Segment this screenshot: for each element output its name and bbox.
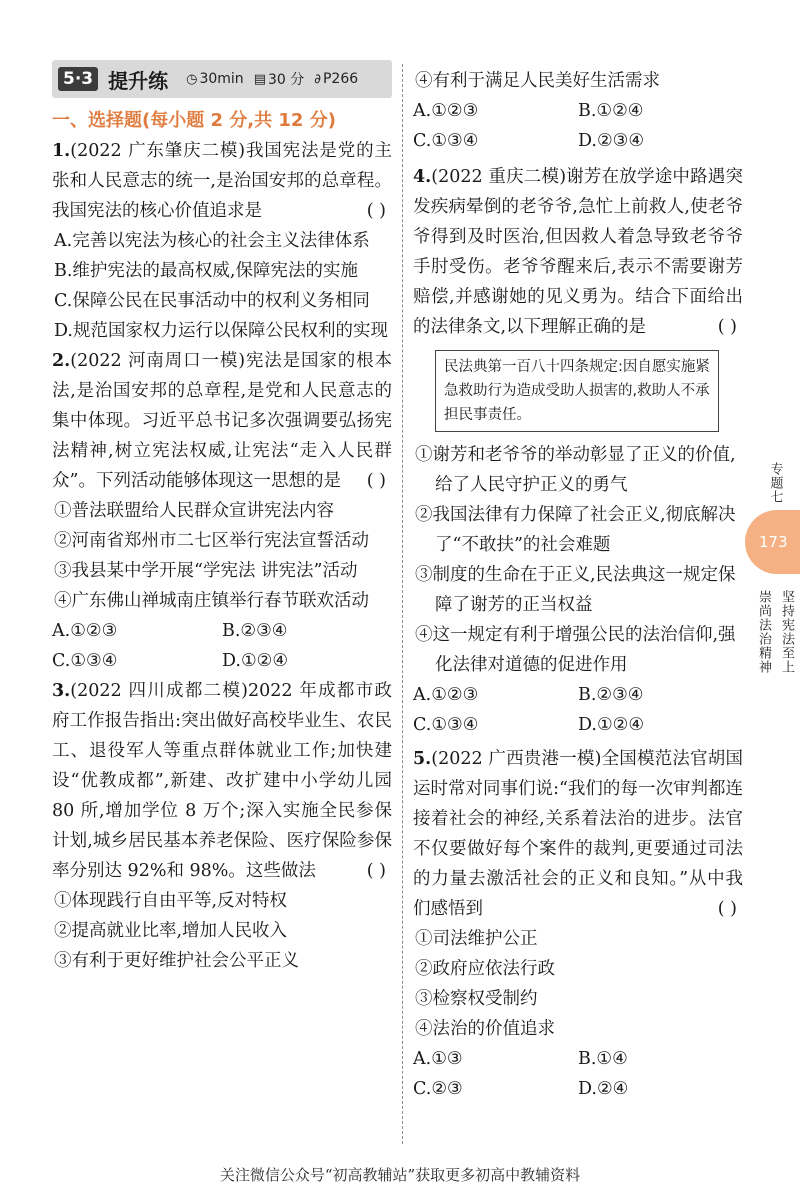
- statement-4: ④法治的价值追求: [415, 1019, 555, 1039]
- section-title: 一、选择题(每小题 2 分,共 12 分): [52, 110, 336, 131]
- choice-c: C.①③④: [413, 715, 479, 735]
- stem-text: (2022 四川成都二模)2022 年成都市政府工作报告指出:突出做好高校毕业生、农民工、退役军人等重点群体就业工作;加快建设“优教成都”,新建、改扩建中小学幼儿园 80 所,增加学位 8 万个;深入实施全民参保计划,城乡居民基本养老保险、医疗保险参保率分别达 92%和 98%。这些做法: [52, 681, 392, 881]
- question-stem: [413, 162, 743, 342]
- choice-c: C.①③④: [52, 651, 118, 671]
- choice-d: D.①②④: [578, 715, 645, 735]
- time-meta: [186, 71, 244, 87]
- choice-d: D.②④: [578, 1079, 629, 1099]
- score-meta: [254, 69, 305, 89]
- time-value: 30min: [199, 71, 244, 87]
- law-quote-box: 民法典第一百八十四条规定:因自愿实施紧急救助行为造成受助人损害的,救助人不承担民事责任。: [435, 350, 719, 432]
- answer-bracket: ( ): [366, 471, 386, 491]
- choice-d: D.①②④: [222, 651, 289, 671]
- statement-2: ②政府应依法行政: [415, 959, 555, 979]
- option-c: C.保障公民在民事活动中的权利义务相同: [54, 291, 370, 311]
- statement-1: ①普法联盟给人民群众宣讲宪法内容: [54, 501, 334, 521]
- question-3-continued: [413, 66, 743, 156]
- statement-3: ③我县某中学开展“学宪法 讲宪法”活动: [54, 561, 358, 581]
- statement-2: ②提高就业比率,增加人民收入: [54, 921, 288, 941]
- choice-row: [413, 126, 743, 156]
- statement-3: ③检察权受制约: [415, 989, 538, 1009]
- page-ref: P266: [322, 71, 359, 87]
- choice-b: B.②③④: [578, 685, 644, 705]
- question-number: 5.: [413, 749, 432, 769]
- badge-53: 5·3: [58, 67, 98, 91]
- answer-bracket: ( ): [366, 201, 386, 221]
- question-stem: [413, 744, 743, 924]
- choice-row: [413, 96, 743, 126]
- right-column: [413, 66, 743, 1104]
- choice-d: D.②③④: [578, 131, 645, 151]
- choice-c: C.②③: [413, 1079, 463, 1099]
- choice-a: A.①②③: [52, 621, 118, 641]
- stem-text: (2022 广东肇庆二模)我国宪法是党的主张和人民意志的统一,是治国安邦的总章程。我国宪法的核心价值追求是: [52, 141, 392, 221]
- clock-icon: ◷: [186, 71, 198, 87]
- option-b: B.维护宪法的最高权威,保障宪法的实施: [54, 261, 358, 281]
- choice-b: B.①②④: [578, 101, 644, 121]
- answer-bracket: ( ): [366, 861, 386, 881]
- question-1: [52, 136, 392, 346]
- link-icon: ∂: [314, 71, 321, 87]
- side-subtitles: [758, 590, 792, 674]
- choice-a: A.①②③: [413, 101, 479, 121]
- answer-bracket: ( ): [717, 317, 737, 337]
- question-stem: [52, 346, 392, 496]
- ref-meta: [314, 71, 358, 87]
- question-number: 3.: [52, 681, 71, 701]
- question-3: [52, 676, 392, 976]
- answer-bracket: ( ): [717, 899, 737, 919]
- question-2: [52, 346, 392, 676]
- question-stem: [52, 676, 392, 886]
- stem-text: (2022 广西贵港一模)全国模范法官胡国运时常对同事们说:“我们的每一次审判都连接着社会的神经,关系着法治的进步。法官不仅要做好每个案件的裁判,更要通过司法的力量去激活社会的正义和良知。”从中我们感悟到: [413, 749, 743, 919]
- statement-2: ②河南省郑州市二七区举行宪法宣誓活动: [54, 531, 369, 551]
- stem-text: (2022 重庆二模)谢芳在放学途中路遇突发疾病晕倒的老爷爷,急忙上前救人,使老爷爷得到及时医治,但因救人着急导致老爷爷手肘受伤。老爷爷醒来后,表示不需要谢芳赔偿,并感谢她的见义勇为。结合下面给出的法律条文,以下理解正确的是: [413, 167, 743, 337]
- question-number: 4.: [413, 167, 432, 187]
- statement-1: ①谢芳和老爷爷的举动彰显了正义的价值,给了人民守护正义的勇气: [415, 445, 736, 495]
- score-icon: ▤: [253, 71, 266, 87]
- choice-c: C.①③④: [413, 131, 479, 151]
- statement-3: ③制度的生命在于正义,民法典这一规定保障了谢芳的正当权益: [415, 565, 736, 615]
- choice-a: A.①③: [413, 1049, 463, 1069]
- choice-row: [413, 680, 743, 710]
- statement-3: ③有利于更好维护社会公平正义: [54, 951, 299, 971]
- choice-row: [52, 646, 392, 676]
- choice-row: [413, 1044, 743, 1074]
- question-number: 2.: [52, 351, 71, 371]
- left-column: [52, 60, 392, 976]
- footer-note: 关注微信公众号“初高教辅站”获取更多初高中教辅资料: [219, 1166, 581, 1184]
- side-tab: [758, 462, 792, 508]
- choice-row: [52, 616, 392, 646]
- question-5: [413, 744, 743, 1104]
- exercise-title: 提升练: [108, 68, 169, 93]
- question-number: 1.: [52, 141, 71, 161]
- statement-1: ①司法维护公正: [415, 929, 538, 949]
- choice-b: B.①④: [578, 1049, 628, 1069]
- question-stem: [52, 136, 392, 226]
- stem-text: (2022 河南周口一模)宪法是国家的根本法,是治国安邦的总章程,是党和人民意志的集中体现。习近平总书记多次强调要弘扬宪法精神,树立宪法权威,让宪法“走入人民群众”。下列活动能够体现这一思想的是: [52, 351, 392, 491]
- choice-b: B.②③④: [222, 621, 288, 641]
- option-a: A.完善以宪法为核心的社会主义法律体系: [54, 231, 370, 251]
- statement-2: ②我国法律有力保障了社会正义,彻底解决了“不敢扶”的社会难题: [415, 505, 736, 555]
- choice-row: [413, 710, 743, 740]
- statement-4: ④广东佛山禅城南庄镇举行春节联欢活动: [54, 591, 369, 611]
- score-value: 30 分: [267, 72, 305, 88]
- choice-row: [413, 1074, 743, 1104]
- statement-4: ④有利于满足人民美好生活需求: [415, 71, 660, 91]
- topic-label: 专题七: [767, 462, 783, 504]
- side-subtitle-1: 坚持宪法至上: [779, 590, 794, 674]
- page-number: 173: [745, 510, 800, 574]
- option-d: D.规范国家权力运行以保障公民权利的实现: [54, 321, 388, 341]
- choice-a: A.①②③: [413, 685, 479, 705]
- question-4: [413, 162, 743, 740]
- column-divider: [402, 64, 403, 1144]
- side-subtitle-2: 崇尚法治精神: [756, 590, 771, 674]
- statement-1: ①体现践行自由平等,反对特权: [54, 891, 288, 911]
- exercise-header: [52, 60, 392, 98]
- statement-4: ④这一规定有利于增强公民的法治信仰,强化法律对道德的促进作用: [415, 625, 736, 675]
